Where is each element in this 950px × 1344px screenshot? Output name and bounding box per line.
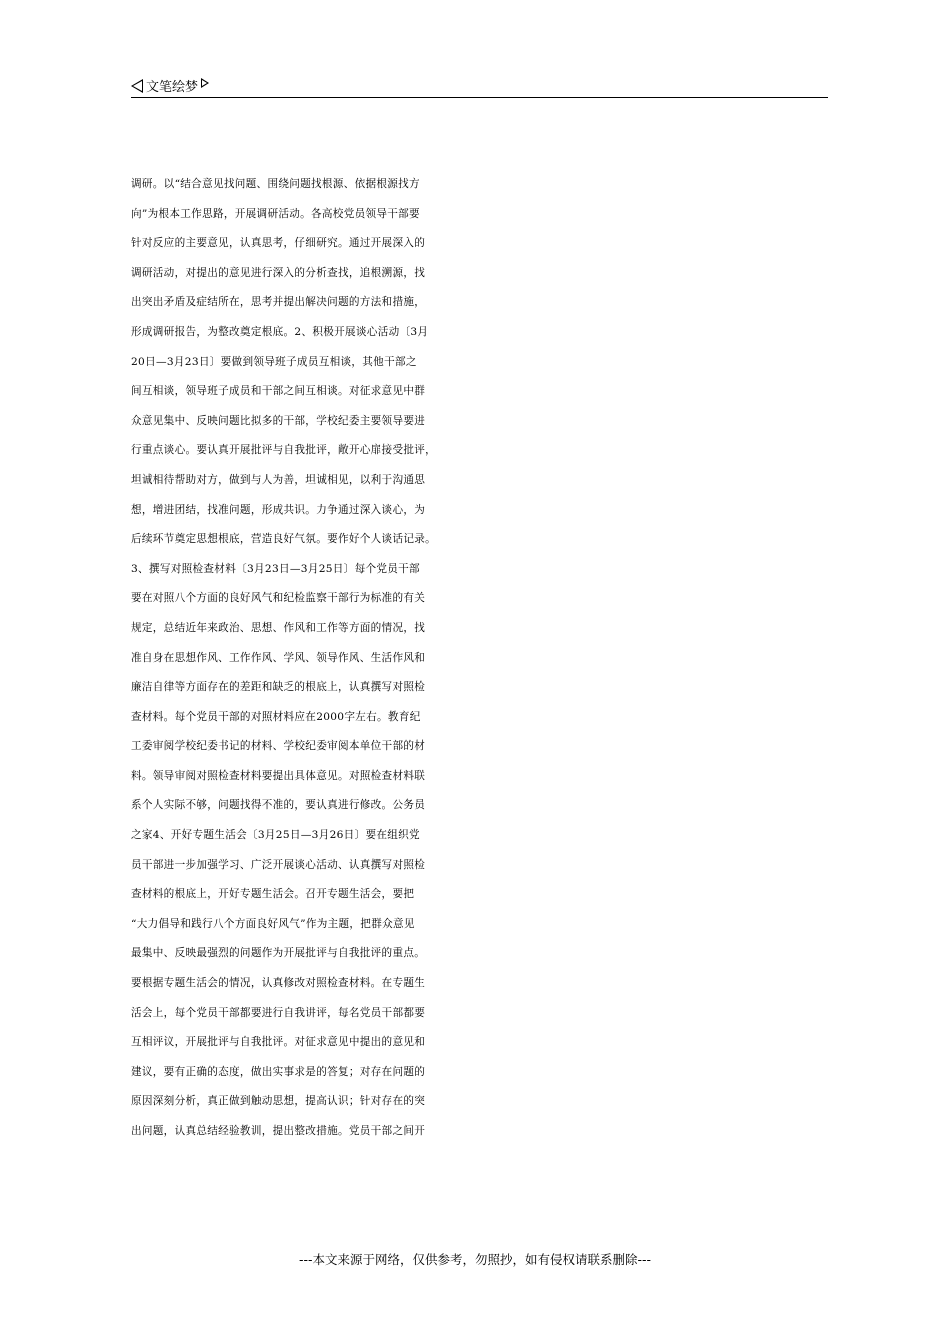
body-line: 针对反应的主要意见，认真思考，仔细研究。通过开展深入的 [131, 237, 426, 250]
body-line: 廉洁自律等方面存在的差距和缺乏的根底上，认真撰写对照检 [131, 681, 426, 694]
body-line: 原因深刻分析，真正做到触动思想，提高认识；针对存在的突 [131, 1095, 426, 1108]
body-line: 要根据专题生活会的情况，认真修改对照检查材料。在专题生 [131, 977, 426, 990]
footer-disclaimer: ---本文来源于网络，仅供参考，勿照抄，如有侵权请联系删除--- [298, 1252, 652, 1267]
page-header [131, 76, 209, 95]
body-line: 众意见集中、反映问题比拟多的干部，学校纪委主要领导要进 [131, 414, 426, 427]
body-line: 建议，要有正确的态度，做出实事求是的答复；对存在问题的 [131, 1065, 426, 1078]
body-line: 调研。以“结合意见找问题、围绕问题找根源、依据根源找方 [131, 178, 420, 190]
body-line: “大力倡导和践行八个方面良好风气”作为主题，把群众意见 [131, 917, 415, 930]
body-line: 20日—3月23日〕要做到领导班子成员互相谈，其他干部之 [131, 355, 417, 368]
body-line: 查材料。每个党员干部的对照材料应在2000字左右。教育纪 [131, 710, 421, 723]
body-line: 互相评议，开展批评与自我批评。对征求意见中提出的意见和 [131, 1036, 426, 1049]
body-line: 要在对照八个方面的良好风气和纪检监察干部行为标准的有关 [131, 592, 426, 605]
body-line: 调研活动，对提出的意见进行深入的分析查找，追根溯源，找 [131, 266, 426, 279]
body-line: 形成调研报告，为整改奠定根底。2、积极开展谈心活动〔3月 [131, 325, 429, 338]
body-line: 之家4、开好专题生活会〔3月25日—3月26日〕要在组织党 [131, 829, 420, 842]
body-line: 坦诚相待帮助对方，做到与人为善，坦诚相见，以利于沟通思 [131, 473, 426, 486]
body-line: 工委审阅学校纪委书记的材料、学校纪委审阅本单位干部的材 [131, 740, 426, 753]
body-line: 间互相谈，领导班子成员和干部之间互相谈。对征求意见中群 [131, 385, 426, 398]
body-line: 向”为根本工作思路，开展调研活动。各高校党员领导干部要 [131, 207, 420, 220]
body-line: 系个人实际不够，问题找得不准的，要认真进行修改。公务员 [131, 799, 426, 812]
body-line: 行重点谈心。要认真开展批评与自我批评，敞开心扉接受批评， [131, 444, 437, 457]
right-triangle-icon [201, 78, 209, 88]
header-title: 文笔绘梦 [146, 80, 199, 95]
body-line: 最集中、反映最强烈的问题作为开展批评与自我批评的重点。 [131, 947, 426, 960]
body-line: 想，增进团结，找准问题，形成共识。力争通过深入谈心，为 [131, 503, 426, 516]
body-line: 规定，总结近年来政治、思想、作风和工作等方面的情况，找 [131, 621, 426, 634]
document-body [131, 170, 831, 1147]
left-triangle-icon [131, 79, 143, 93]
body-line: 查材料的根底上，开好专题生活会。召开专题生活会，要把 [131, 888, 415, 901]
body-line: 出突出矛盾及症结所在，思考并提出解决问题的方法和措施， [131, 296, 426, 309]
body-line: 准自身在思想作风、工作作风、学风、领导作风、生活作风和 [131, 651, 426, 664]
body-line: 活会上，每个党员干部都要进行自我讲评，每名党员干部都要 [131, 1006, 426, 1019]
body-line: 出问题，认真总结经验教训，提出整改措施。党员干部之间开 [131, 1125, 426, 1137]
body-line: 料。领导审阅对照检查材料要提出具体意见。对照检查材料联 [131, 769, 426, 782]
body-line: 后续环节奠定思想根底，营造良好气氛。要作好个人谈话记录。 [131, 533, 437, 546]
body-line: 员干部进一步加强学习、广泛开展谈心活动、认真撰写对照检 [131, 858, 426, 871]
header-divider [131, 97, 828, 98]
body-line: 3、撰写对照检查材料〔3月23日—3月25日〕每个党员干部 [131, 562, 420, 575]
